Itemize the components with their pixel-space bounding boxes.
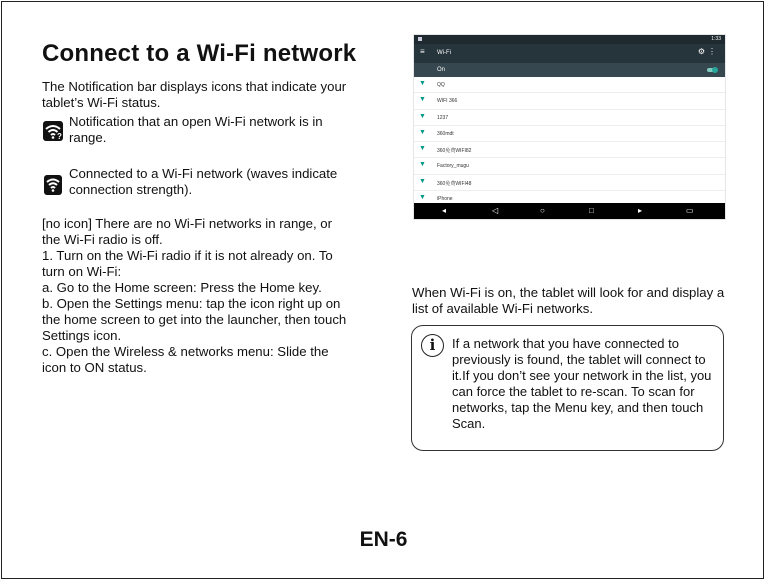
spacer <box>42 198 352 216</box>
network-row[interactable] <box>414 142 725 158</box>
wifi-signal-icon: ▼ <box>419 96 426 104</box>
network-row[interactable] <box>414 77 725 93</box>
network-name: QQ <box>437 82 445 88</box>
back-icon[interactable]: ◁ <box>492 206 499 215</box>
step-a-text: a. Go to the Home screen: Press the Home key. <box>42 280 322 295</box>
network-row[interactable] <box>414 93 725 109</box>
open-wifi-icon <box>42 120 64 146</box>
left-column <box>42 79 352 376</box>
network-name: iPhone <box>437 196 453 203</box>
network-name: 360免费WIFI82 <box>437 148 472 155</box>
app-bar <box>414 44 725 63</box>
status-bar <box>414 35 725 44</box>
app-bar-title: Wi-Fi <box>437 50 451 56</box>
wifi-toggle-switch[interactable] <box>707 68 717 72</box>
wifi-connected-icon <box>42 174 64 200</box>
network-name: 360mdt <box>437 130 454 137</box>
toggle-label: On <box>437 67 446 73</box>
notification-icon <box>418 37 422 41</box>
connected-row <box>42 166 352 198</box>
network-row[interactable] <box>414 110 725 126</box>
wifi-signal-icon: ▼ <box>419 177 426 185</box>
wifi-signal-icon: ▼ <box>419 112 426 120</box>
no-icon-text: [no icon] There are no Wi-Fi networks in range, or the Wi-Fi radio is off. <box>42 216 333 247</box>
recents-icon[interactable]: □ <box>589 206 594 215</box>
navigation-bar <box>414 203 725 219</box>
wifi-signal-icon: ▼ <box>419 145 426 153</box>
settings-overflow-icons[interactable]: ⚙⋮ <box>697 47 719 56</box>
step-b-text: b. Open the Settings menu: tap the icon right up on the home screen to get into the launcher, then touch Settings icon. <box>42 296 347 343</box>
menu-icon[interactable]: ≡ <box>420 47 425 56</box>
page-number: EN-6 <box>359 528 408 551</box>
status-clock: 1:33 <box>711 36 721 42</box>
network-row[interactable] <box>414 126 725 142</box>
wifi-settings-screenshot <box>413 34 726 220</box>
wifi-signal-icon: ▼ <box>419 80 426 87</box>
network-list <box>414 77 725 207</box>
network-name: Factory_mugu <box>437 163 469 170</box>
svg-text:?: ? <box>57 132 62 141</box>
home-icon[interactable]: ○ <box>540 206 545 215</box>
network-name: 360免费WIFI48 <box>437 180 472 187</box>
wifi-signal-icon: ▼ <box>419 128 426 136</box>
page-title: Connect to a Wi-Fi network <box>42 40 357 67</box>
network-name: 1237 <box>437 114 449 121</box>
open-network-text: Notification that an open Wi-Fi network is in range. <box>69 114 323 145</box>
network-row[interactable] <box>414 175 725 191</box>
wifi-signal-icon: ▼ <box>419 161 426 169</box>
note-box <box>411 325 724 451</box>
step-c-text: c. Open the Wireless & networks menu: Slide the icon to ON status. <box>42 344 329 375</box>
screenshot-icon[interactable]: ▭ <box>686 206 694 215</box>
step-1-text: 1. Turn on the Wi-Fi radio if it is not already on. To turn on Wi-Fi: <box>42 248 333 279</box>
wifi-signal-icon: ▼ <box>419 194 426 202</box>
volume-down-icon[interactable]: ◂ <box>442 206 447 215</box>
wifi-description: When Wi-Fi is on, the tablet will look for and display a list of available Wi-Fi networks. <box>412 285 725 316</box>
note-text: If a network that you have connected to previously is found, the tablet will connect to it.If you don’t see your network in the list, you can force the tablet to re-scan. To scan for networks, tap the Menu key, and then touch Scan. <box>452 336 712 431</box>
wifi-toggle-bar[interactable] <box>414 63 725 77</box>
open-network-row <box>42 111 352 146</box>
info-icon: i <box>421 334 444 357</box>
network-row[interactable] <box>414 158 725 174</box>
connected-text: Connected to a Wi-Fi network (waves indicate connection strength). <box>69 166 338 197</box>
intro-text: The Notification bar displays icons that indicate your tablet’s Wi-Fi status. <box>42 79 347 110</box>
network-name: WIFI 366 <box>437 98 458 105</box>
volume-up-icon[interactable]: ▸ <box>638 206 643 215</box>
spacer <box>42 146 352 166</box>
